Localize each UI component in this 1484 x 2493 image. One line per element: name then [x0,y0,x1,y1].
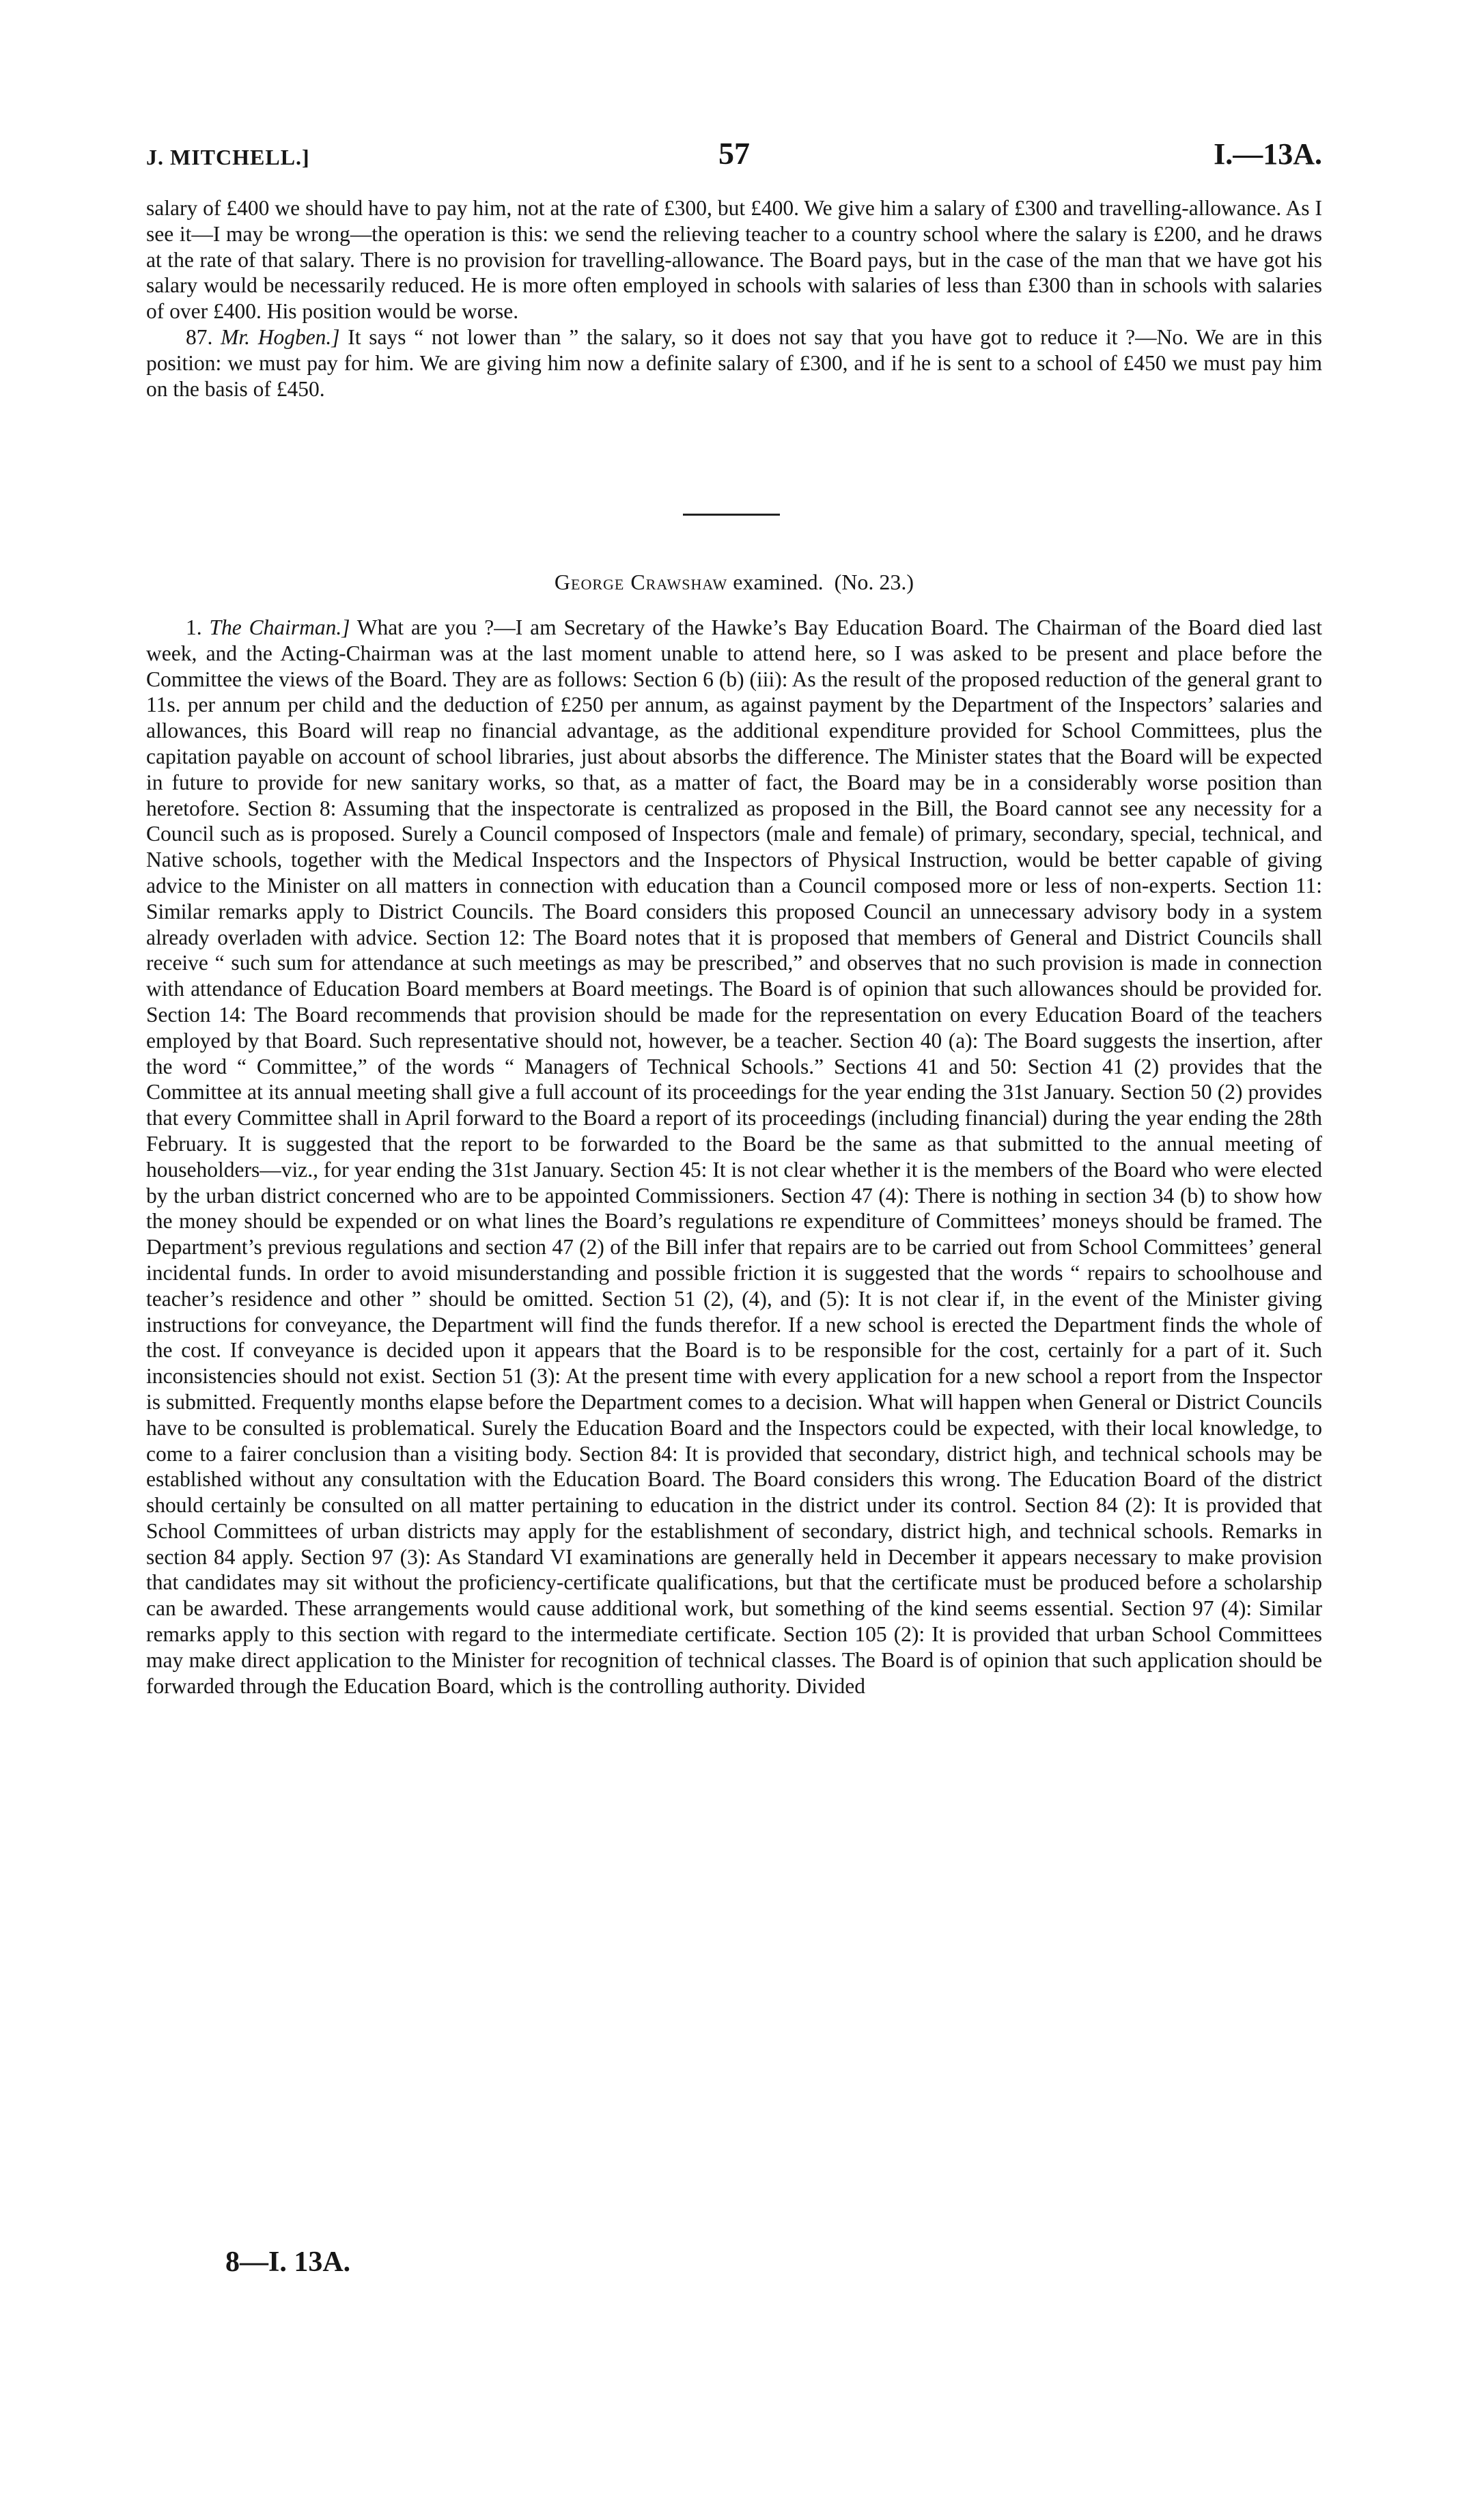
speaker-name: The Chairman.] [209,615,350,639]
section-divider [683,514,780,516]
page-header [146,135,1322,183]
witness-number: (No. 23.) [834,570,914,594]
header-witness-name: J. MITCHELL.] [146,145,310,169]
witness-examined: examined. [733,570,824,594]
continuation-paragraph: salary of £400 we should have to pay him, not at the rate of £300, but £400. We give him a salary of £300 and travelling-allowance. As I see it—I may be wrong—the operation is this: we send the relieving teacher to a country school where the salary is £200, and he draws at the rate of that salary. There is no provision for travelling-allowance. The Board pays, but in the case of the man that we have got his salary would be necessarily reduced. He is more often employed in schools with salaries of less than £300 than in schools with salaries of over £400. His position would be worse. [146,196,1322,324]
question-number: 87. [186,324,213,349]
question-number: 1. [186,615,202,639]
witness-name: George Crawshaw [554,570,728,594]
question-text: What are you ?—I am Secretary of the Hawke’s Bay Education Board. The Chairman of the Board died last week, and the Acting-Chairman was at the last moment unable to attend here, so I was asked to be present and place before the Committee the views of the Board. They are as follows: Section 6 (b) (iii): As the result of the proposed reduction of the general grant to 11s. per annum per child and the deduction of £250 per annum, as against payment by the Department of the Inspectors’ salaries and allowances, this Board will reap no financial advantage, as the additional expenditure provided for School Committees, plus the capitation payable on account of school libraries, just about absorbs the difference. The Minister states that the Board will be expected in future to provide for new sanitary works, so that, as a matter of fact, the Board may be in a considerably worse position than heretofore. Section 8: Assuming that the inspectorate is centralized as proposed in the Bill, the Board cannot see any necessity for a Council such as is proposed. Surely a Council composed of Inspectors (male and female) of primary, secondary, special, technical, and Native schools, together with the Medical Inspectors and the Inspectors of Physical Instruction, would be better capable of giving advice to the Minister on all matters in connection with education than a Council composed more or less of non-experts. Section 11: Similar remarks apply to District Councils. The Board considers this proposed Council an unnecessary advisory body in a system already overladen with advice. Section 12: The Board notes that it is proposed that members of General and District Councils shall receive “ such sum for attendance at such meetings as may be prescribed,” and observes that no such provision is made in connection with attendance of Education Board members at Board meetings. The Board is of opinion that such allowances should be provided for. Section 14: The Board recommends that provision should be made for the representation on every Education Board of the teachers employed by that Board. Such representative should not, however, be a teacher. Section 40 (a): The Board suggests the insertion, after the word “ Committee,” of the words “ Managers of Technical Schools.” Sections 41 and 50: Section 41 (2) provides that the Committee at its annual meeting shall give a full account of its proceedings for the year ending the 31st January. Section 50 (2) provides that every Committee shall in April forward to the Board a report of its proceedings (including financial) during the year ending the 28th February. It is suggested that the report to be forwarded to the Board be the same as that submitted to the annual meeting of householders—viz., for year ending the 31st January. Section 45: It is not clear whether it is the members of the Board who were elected by the urban district concerned who are to be appointed Commissioners. Section 47 (4): There is nothing in section 34 (b) to show how the money should be expended or on what lines the Board’s regulations re expenditure of Committees’ moneys should be framed. The Department’s previous regulations and section 47 (2) of the Bill infer that repairs are to be carried out from School Committees’ general incidental funds. In order to avoid misunderstanding and possible friction it is suggested that the words “ repairs to schoolhouse and teacher’s residence and other ” should be omitted. Section 51 (2), (4), and (5): It is not clear if, in the event of the Minister giving instructions for conveyance, the Department will find the funds therefor. If a new school is erected the Department finds the whole of the cost. If conveyance is decided upon it appears that the Board is to be responsible for the cost, certainly for a part of it. Such inconsistencies should not exist. Section 51 (3): At the present time with every application for a new school a report from the Inspector is submitted. Frequently months elapse before the Department comes to a decision. What will happen when General or District Councils have to be consulted is problematical. Surely the Education Board and the Inspectors could be expected, with their local knowledge, to come to a fairer conclusion than a visiting body. Section 84: It is provided that secondary, district high, and technical schools may be established without any consultation with the Education Board. The Board considers this wrong. The Education Board of the district should certainly be consulted on all matter pertaining to education in the district under its control. Section 84 (2): It is provided that School Committees of urban districts may apply for the establishment of secondary, district high, and technical schools. Remarks in section 84 apply. Section 97 (3): As Standard VI examinations are generally held in December it appears necessary to make provision that candidates may sit without the proficiency-certificate qualifications, but that the certificate must be produced before a scholarship can be awarded. These arrangements would cause additional work, but something of the kind seems essential. Section 97 (4): Similar remarks apply to this section with regard to the intermediate certificate. Section 105 (2): It is provided that urban School Committees may make direct application to the Minister for recognition of technical classes. The Board is of opinion that such application should be forwarded through the Education Board, which is the controlling authority. Divided [146,615,1323,1698]
question-text: It says “ not lower than ” the salary, so it does not say that you have got to reduce it ?—No. We are in this position: we must pay for him. We are giving him now a definite salary of £300, and if he is sent to a school of £450 we must pay him on the basis of £450. [146,324,1322,401]
continuation-block [146,195,1322,402]
signature-mark: 8—I. 13A. [225,2246,351,2278]
testimony-block [146,615,1322,1699]
document-reference: I.—13A. [1214,137,1322,171]
question-1 [146,615,1322,1699]
page-number: 57 [718,136,750,171]
question-87 [146,324,1322,402]
speaker-name: Mr. Hogben.] [221,324,340,349]
witness-heading [146,570,1322,595]
